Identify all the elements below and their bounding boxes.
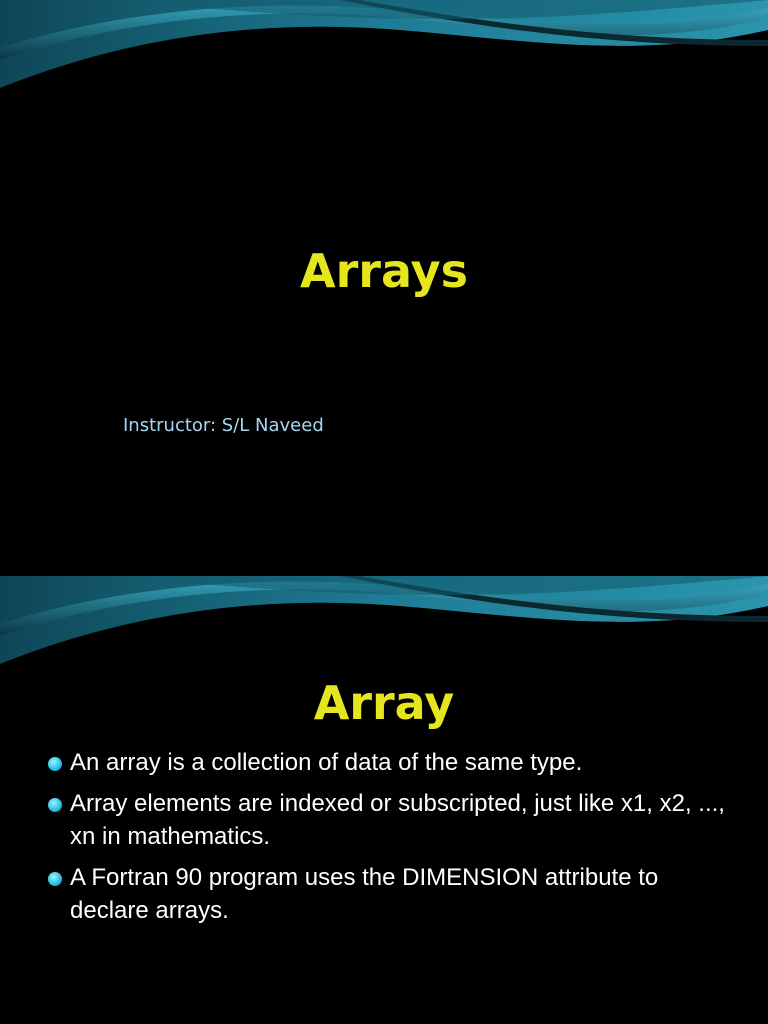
cyan-dot-bullet-icon: [48, 757, 62, 771]
bullet-item: [48, 746, 738, 779]
instructor-subtitle: Instructor: S/L Naveed: [123, 415, 324, 436]
bullet-item: [48, 787, 738, 853]
bullet-item: [48, 861, 738, 927]
bullet-text: Array elements are indexed or subscripted, just like x1, x2, ..., xn in mathematics.: [70, 790, 725, 850]
bullet-list: [48, 746, 738, 935]
slide-title: Arrays: [300, 244, 468, 298]
slide-title: Array: [313, 676, 455, 730]
cyan-dot-bullet-icon: [48, 798, 62, 812]
content-slide: [0, 576, 768, 1024]
header-wave-decoration: [0, 0, 768, 90]
bullet-text: An array is a collection of data of the same type.: [70, 749, 583, 776]
header-wave-decoration: [0, 576, 768, 666]
cyan-dot-bullet-icon: [48, 872, 62, 886]
bullet-text: A Fortran 90 program uses the DIMENSION attribute to declare arrays.: [70, 864, 659, 924]
